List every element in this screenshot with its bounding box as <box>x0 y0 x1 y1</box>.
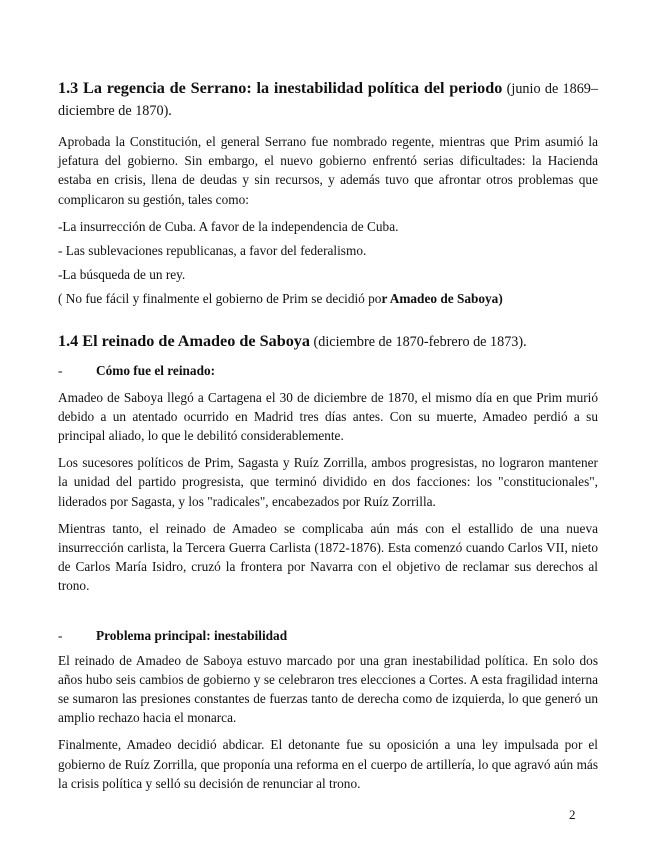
page-number: 2 <box>569 807 576 822</box>
subheading-text: Cómo fue el reinado: <box>96 362 216 378</box>
subheading-text: Problema principal: inestabilidad <box>96 627 288 643</box>
list-item: - Las sublevaciones republicanas, a favor del federalismo. <box>58 243 367 259</box>
paragraph: Finalmente, Amadeo decidió abdicar. El detonante fue su oposición a una ley impulsada por el gobierno de Ruíz Zorrilla, que proponía una reforma en el cuerpo de artillería, lo que agravó aún más la crisis política y selló su decisión de renunciar al trono. <box>58 737 598 791</box>
list-item: -La insurrección de Cuba. A favor de la independencia de Cuba. <box>58 218 399 234</box>
paragraph: El reinado de Amadeo de Saboya estuvo marcado por una gran inestabilidad política. En solo dos años hubo seis cambios de gobierno y se celebraron tres elecciones a Cortes. A esta fragilidad interna se sumaron las presiones constantes de fuerzas tanto de derecha como de izquierda, lo que generó un amplio rechazo hacia el monarca. <box>58 652 598 726</box>
bullet-dash: - <box>58 627 63 643</box>
section-heading-1-4 <box>58 331 598 353</box>
list-item: -La búsqueda de un rey. <box>58 267 186 283</box>
paragraph: Aprobada la Constitución, el general Serrano fue nombrado regente, mientras que Prim asumió la jefatura del gobierno. Sin embargo, el nuevo gobierno enfrentó serias dificultades: la Hacienda estaba en crisis, llena de deudas y sin recursos, y además tuvo que afrontar otros problemas que complicaron su gestión, tales como: <box>58 134 598 207</box>
note-text: ( No fue fácil y finalmente el gobierno de Prim se decidió po <box>58 291 382 307</box>
heading-title: 1.3 La regencia de Serrano: la inestabilidad política del periodo <box>58 79 503 97</box>
note-emphasis: r Amadeo de Saboya) <box>381 291 503 307</box>
bullet-dash: - <box>58 362 63 378</box>
paragraph: Mientras tanto, el reinado de Amadeo se complicaba aún más con el estallido de una nueva insurrección carlista, la Tercera Guerra Carlista (1872-1876). Esta comenzó cuando Carlos VII, nieto de Carlos María Isidro, cruzó la frontera por Navarra con el objetivo de reclamar sus derechos al trono. <box>58 520 598 594</box>
subheading <box>58 361 598 380</box>
section-heading-1-3 <box>58 78 598 122</box>
paragraph: Los sucesores políticos de Prim, Sagasta y Ruíz Zorrilla, ambos progresistas, no lograron mantener la unidad del partido progresista, que terminó dividido en dos facciones: los "constitucionales", liderados por Sagasta, y los "radicales", encabezados por Ruíz Zorrilla. <box>58 455 598 509</box>
paragraph: Amadeo de Saboya llegó a Cartagena el 30 de diciembre de 1870, el mismo día en que Prim murió debido a un atentado ocurrido en Madrid tres días antes. Con su muerte, Amadeo perdió a su principal aliado, lo que le debilitó considerablemente. <box>58 389 598 444</box>
subheading <box>58 626 598 645</box>
document-page <box>58 78 598 793</box>
heading-dates: (diciembre de 1870-febrero de 1873). <box>310 333 527 350</box>
heading-title: 1.4 El reinado de Amadeo de Saboya <box>58 331 310 350</box>
heading-dates: (junio de 1869– diciembre de 1870). <box>58 81 598 119</box>
note <box>58 289 598 308</box>
